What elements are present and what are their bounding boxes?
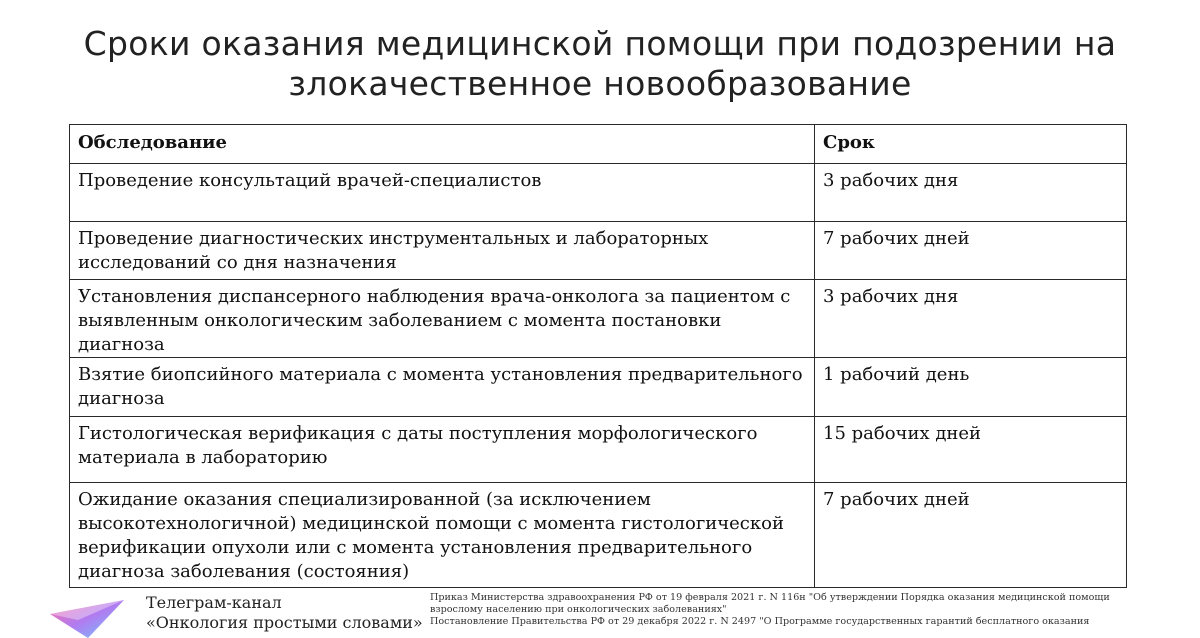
page-title-line-2: злокачественное новообразование [288, 64, 912, 103]
table-row [70, 222, 1127, 280]
exam-cell: Проведение диагностических инструментальных и лабораторных исследований со дня назначения [70, 222, 815, 280]
deadlines-table [69, 124, 1127, 588]
exam-cell: Установления диспансерного наблюдения врача-онколога за пациентом с выявленным онкологическим заболеванием с момента постановки диагноза [70, 280, 815, 358]
table-row [70, 417, 1127, 483]
table-row [70, 483, 1127, 588]
term-cell: 3 рабочих дня [815, 280, 1127, 358]
term-cell: 7 рабочих дней [815, 483, 1127, 588]
source-line-3: Постановление Правительства РФ от 29 декабря 2022 г. N 2497 "О Программе государственных гарантий бесплатного оказания [430, 616, 1090, 627]
legal-sources [430, 592, 1150, 628]
exam-cell: Гистологическая верификация с даты поступления морфологического материала в лабораторию [70, 417, 815, 483]
telegram-channel-label [146, 593, 423, 633]
exam-cell: Ожидание оказания специализированной (за исключением высокотехнологичной) медицинской помощи с момента гистологической верификации опухоли или с момента установления предварительного диагноза заболевания (состояния) [70, 483, 815, 588]
paper-plane-icon [48, 598, 126, 638]
page-title-line-1: Сроки оказания медицинской помощи при подозрении на [83, 24, 1117, 63]
channel-line-2: «Онкология простыми словами» [146, 613, 423, 632]
column-header-term: Срок [815, 125, 1127, 164]
column-header-exam: Обследование [70, 125, 815, 164]
term-cell: 1 рабочий день [815, 358, 1127, 417]
channel-line-1: Телеграм-канал [146, 593, 282, 612]
source-line-1: Приказ Министерства здравоохранения РФ от 19 февраля 2021 г. N 116н "Об утверждении Порядка оказания медицинской помощи [430, 592, 1110, 603]
term-cell: 15 рабочих дней [815, 417, 1127, 483]
term-cell: 7 рабочих дней [815, 222, 1127, 280]
table-row [70, 280, 1127, 358]
source-line-2: взрослому населению при онкологических заболеваниях" [430, 604, 727, 615]
paper-plane-body [50, 600, 124, 638]
exam-cell: Проведение консультаций врачей-специалистов [70, 164, 815, 222]
table-header-row [70, 125, 1127, 164]
page-title [60, 24, 1140, 104]
exam-cell: Взятие биопсийного материала с момента установления предварительного диагноза [70, 358, 815, 417]
table-row [70, 358, 1127, 417]
table-row [70, 164, 1127, 222]
term-cell: 3 рабочих дня [815, 164, 1127, 222]
